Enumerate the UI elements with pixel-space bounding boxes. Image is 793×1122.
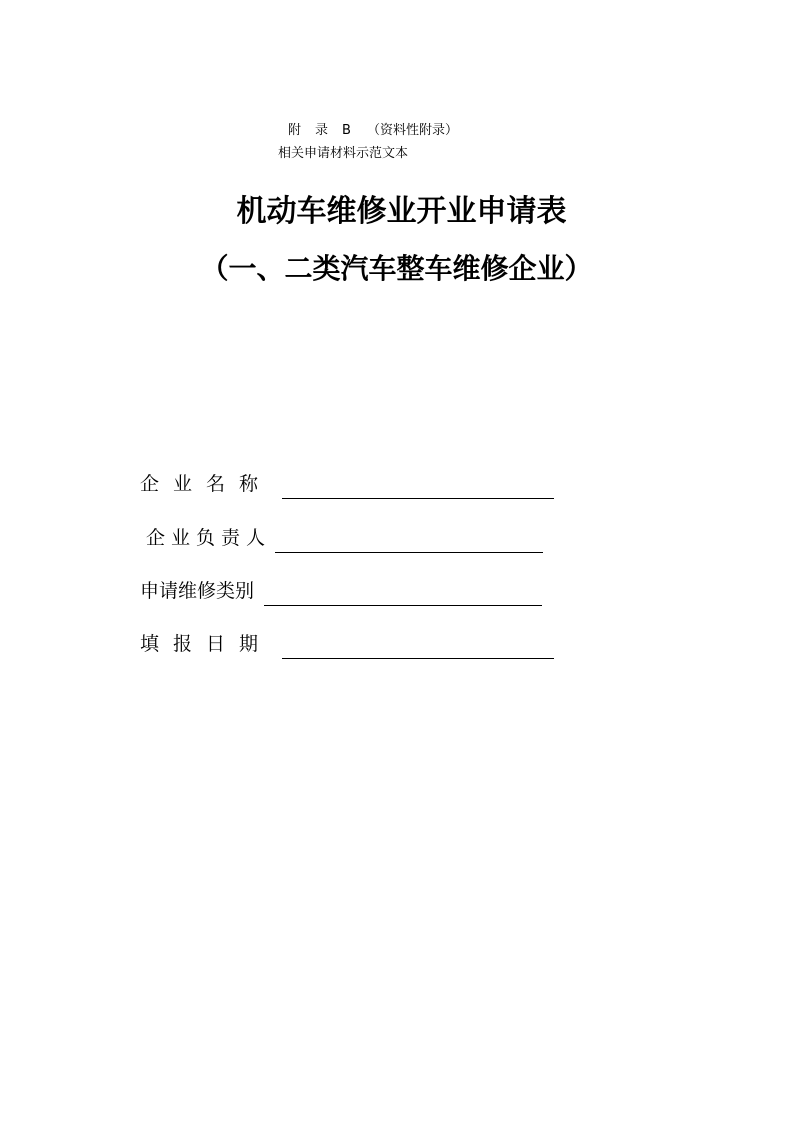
repair-category-label: 申请维修类别 (140, 580, 255, 602)
appendix-label-2: 录 (315, 123, 329, 138)
appendix-letter: B (342, 123, 351, 138)
page-subtitle: （一、二类汽车整车维修企业） (200, 252, 593, 285)
appendix-label: 附 (288, 123, 302, 138)
company-head-label: 企业负责人 (146, 527, 272, 549)
appendix-note: （资料性附录） (366, 123, 458, 138)
company-name-field (140, 472, 554, 496)
page-title: 机动车维修业开业申请表 (236, 194, 567, 229)
company-head-field (146, 526, 543, 550)
filing-date-input[interactable] (282, 636, 554, 659)
company-name-input[interactable] (282, 476, 554, 499)
filing-date-field (140, 632, 554, 656)
appendix-heading (288, 122, 458, 140)
repair-category-input[interactable] (264, 583, 542, 606)
filing-date-label: 填报日期 (140, 633, 273, 655)
company-head-input[interactable] (275, 530, 543, 553)
sample-caption: 相关申请材料示范文本 (278, 146, 409, 161)
company-name-label: 企业名称 (140, 473, 273, 495)
repair-category-field (140, 579, 542, 603)
